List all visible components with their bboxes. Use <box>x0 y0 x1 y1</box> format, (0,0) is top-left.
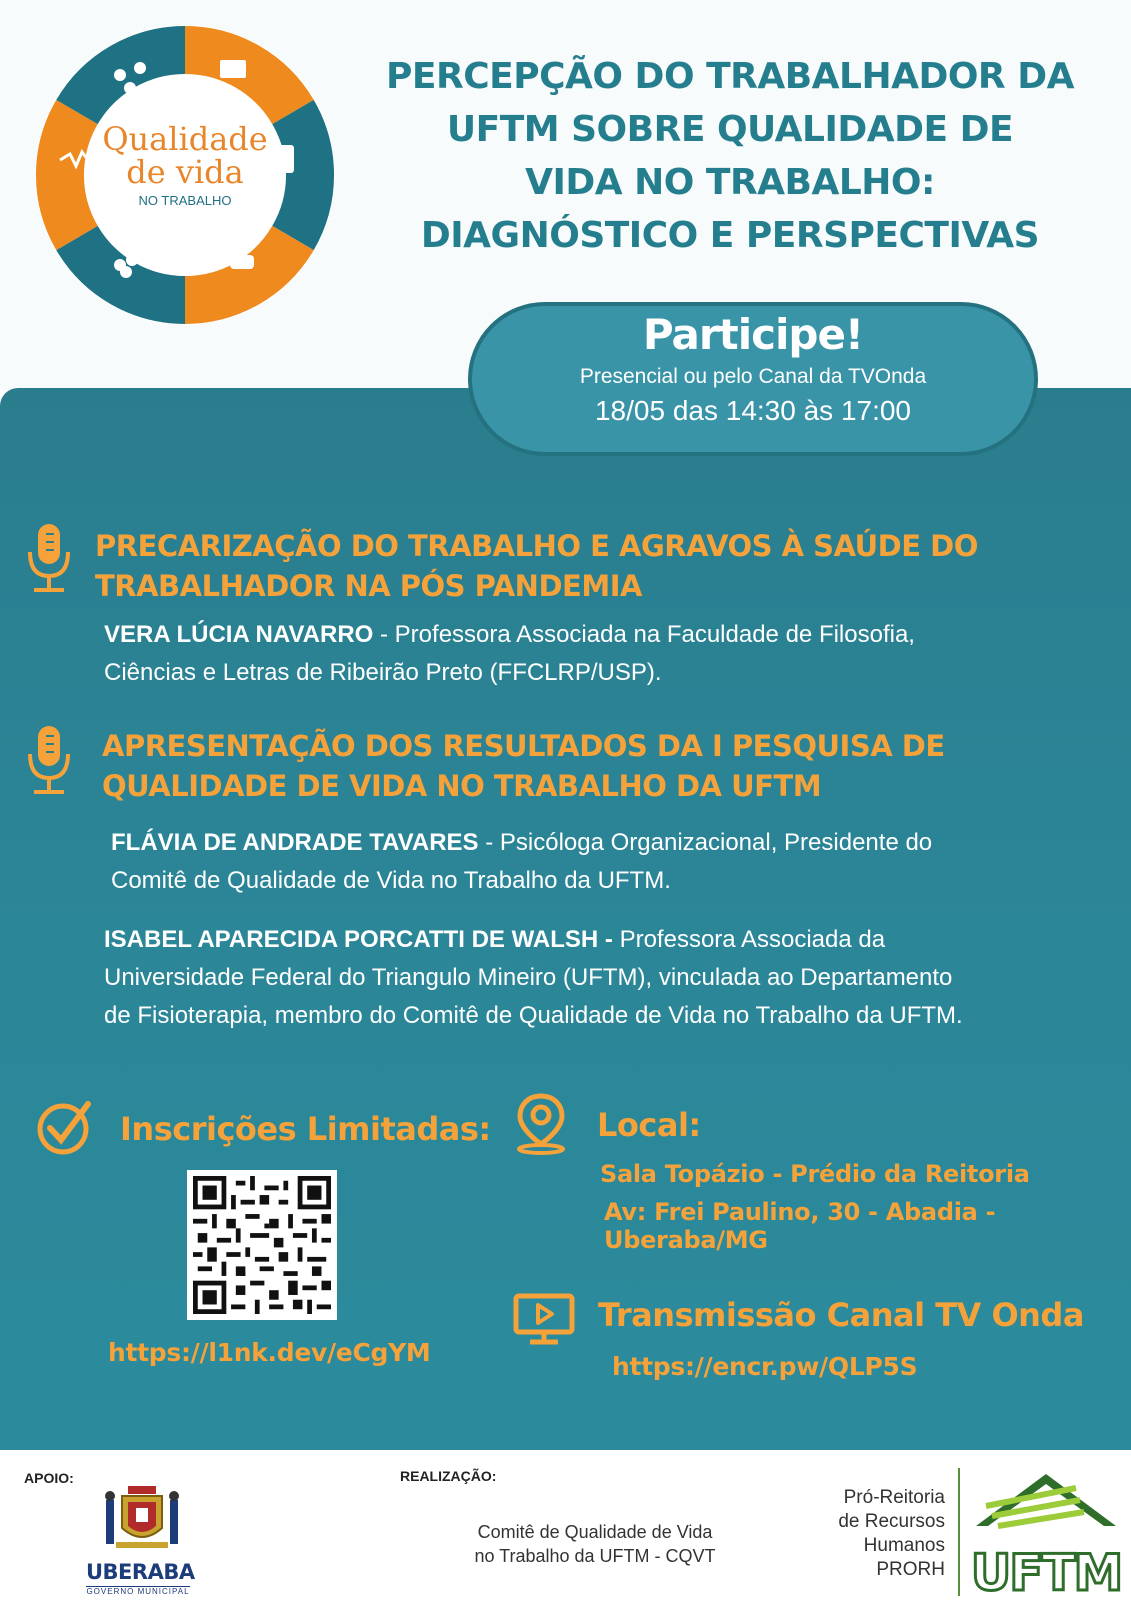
talk2-title <box>102 726 945 806</box>
stream-heading: Transmissão Canal TV Onda <box>598 1296 1084 1334</box>
title-line3: VIDA NO TRABALHO: <box>525 162 935 203</box>
quality-of-life-logo <box>30 20 340 330</box>
check-circle-icon <box>36 1098 94 1156</box>
talk2-speaker1-desc1: - Psicóloga Organizacional, Presidente do <box>478 829 933 856</box>
talk1-speaker <box>104 616 915 692</box>
monitor-play-icon <box>512 1292 576 1348</box>
title-line2: UFTM SOBRE QUALIDADE DE <box>446 109 1014 150</box>
talk1-title-line2: TRABALHADOR NA PÓS PANDEMIA <box>95 569 642 603</box>
prorh-line3: Humanos <box>863 1535 945 1556</box>
talk2-speaker2 <box>104 921 963 1035</box>
talk1-speaker-desc2: Ciências e Letras de Ribeirão Preto (FFCLRP/USP). <box>104 659 662 686</box>
prorh-name <box>795 1486 945 1582</box>
uftm-logo-text: UFTM <box>970 1544 1122 1596</box>
uberaba-subtitle: GOVERNO MUNICIPAL <box>86 1587 190 1596</box>
participate-mode: Presencial ou pelo Canal da TVOnda <box>579 365 927 388</box>
talk2-speaker1-desc2: Comitê de Qualidade de Vida no Trabalho da UFTM. <box>111 867 671 894</box>
talk1-title-line1: PRECARIZAÇÃO DO TRABALHO E AGRAVOS À SAÚDE DO <box>95 529 978 563</box>
location-heading: Local: <box>597 1106 701 1144</box>
uftm-logo <box>966 1466 1126 1596</box>
talk1-speaker-desc1: - Professora Associada na Faculdade de Filosofia, <box>373 621 915 648</box>
title-line1: PERCEPÇÃO DO TRABALHADOR DA <box>386 56 1074 97</box>
registration-qr-code[interactable] <box>187 1170 337 1320</box>
registration-link[interactable]: https://l1nk.dev/eCgYM <box>108 1338 431 1367</box>
talk2-speaker2-desc3: de Fisioterapia, membro do Comitê de Qualidade de Vida no Trabalho da UFTM. <box>104 1002 963 1029</box>
realization-label: REALIZAÇÃO: <box>400 1468 497 1484</box>
participate-heading: Participe! <box>642 310 864 359</box>
logo-line3: NO TRABALHO <box>138 193 232 208</box>
stream-link[interactable]: https://encr.pw/QLP5S <box>612 1352 918 1381</box>
prorh-line4: PRORH <box>876 1559 945 1580</box>
footer-divider <box>958 1468 960 1596</box>
talk2-speaker1-name: FLÁVIA DE ANDRADE TAVARES <box>111 829 479 856</box>
support-label: APOIO: <box>24 1470 74 1486</box>
page-title <box>350 50 1110 262</box>
logo-line1: Qualidade <box>102 120 268 158</box>
microphone-icon <box>24 522 74 596</box>
committee-line2: no Trabalho da UFTM - CQVT <box>474 1546 716 1566</box>
microphone-icon <box>24 724 74 798</box>
committee-name <box>440 1520 750 1568</box>
uberaba-coat-of-arms <box>92 1480 192 1560</box>
talk2-speaker2-name: ISABEL APARECIDA PORCATTI DE WALSH - <box>104 926 613 953</box>
location-address: Av: Frei Paulino, 30 - Abadia - Uberaba/MG <box>604 1198 996 1254</box>
prorh-line2: de Recursos <box>838 1511 945 1532</box>
talk1-speaker-name: VERA LÚCIA NAVARRO <box>104 621 374 648</box>
committee-line1: Comitê de Qualidade de Vida <box>477 1522 713 1542</box>
talk1-title <box>95 526 978 606</box>
talk2-speaker2-desc1: Professora Associada da <box>612 926 886 953</box>
location-pin-icon <box>512 1092 570 1156</box>
prorh-line1: Pró-Reitoria <box>843 1487 945 1508</box>
logo-line2: de vida <box>126 153 244 191</box>
talk2-speaker1 <box>111 824 932 900</box>
location-place: Sala Topázio - Prédio da Reitoria <box>600 1160 1030 1188</box>
talk2-title-line1: APRESENTAÇÃO DOS RESULTADOS DA I PESQUISA DE <box>102 729 945 763</box>
participate-badge <box>468 302 1038 456</box>
title-line4: DIAGNÓSTICO E PERSPECTIVAS <box>420 215 1040 256</box>
registration-heading: Inscrições Limitadas: <box>120 1110 491 1148</box>
talk2-speaker2-desc2: Universidade Federal do Triangulo Mineiro (UFTM), vinculada ao Departamento <box>104 964 953 991</box>
event-datetime: 18/05 das 14:30 às 17:00 <box>594 395 912 426</box>
talk2-title-line2: QUALIDADE DE VIDA NO TRABALHO DA UFTM <box>102 769 822 803</box>
uberaba-name: UBERABA <box>86 1560 195 1584</box>
